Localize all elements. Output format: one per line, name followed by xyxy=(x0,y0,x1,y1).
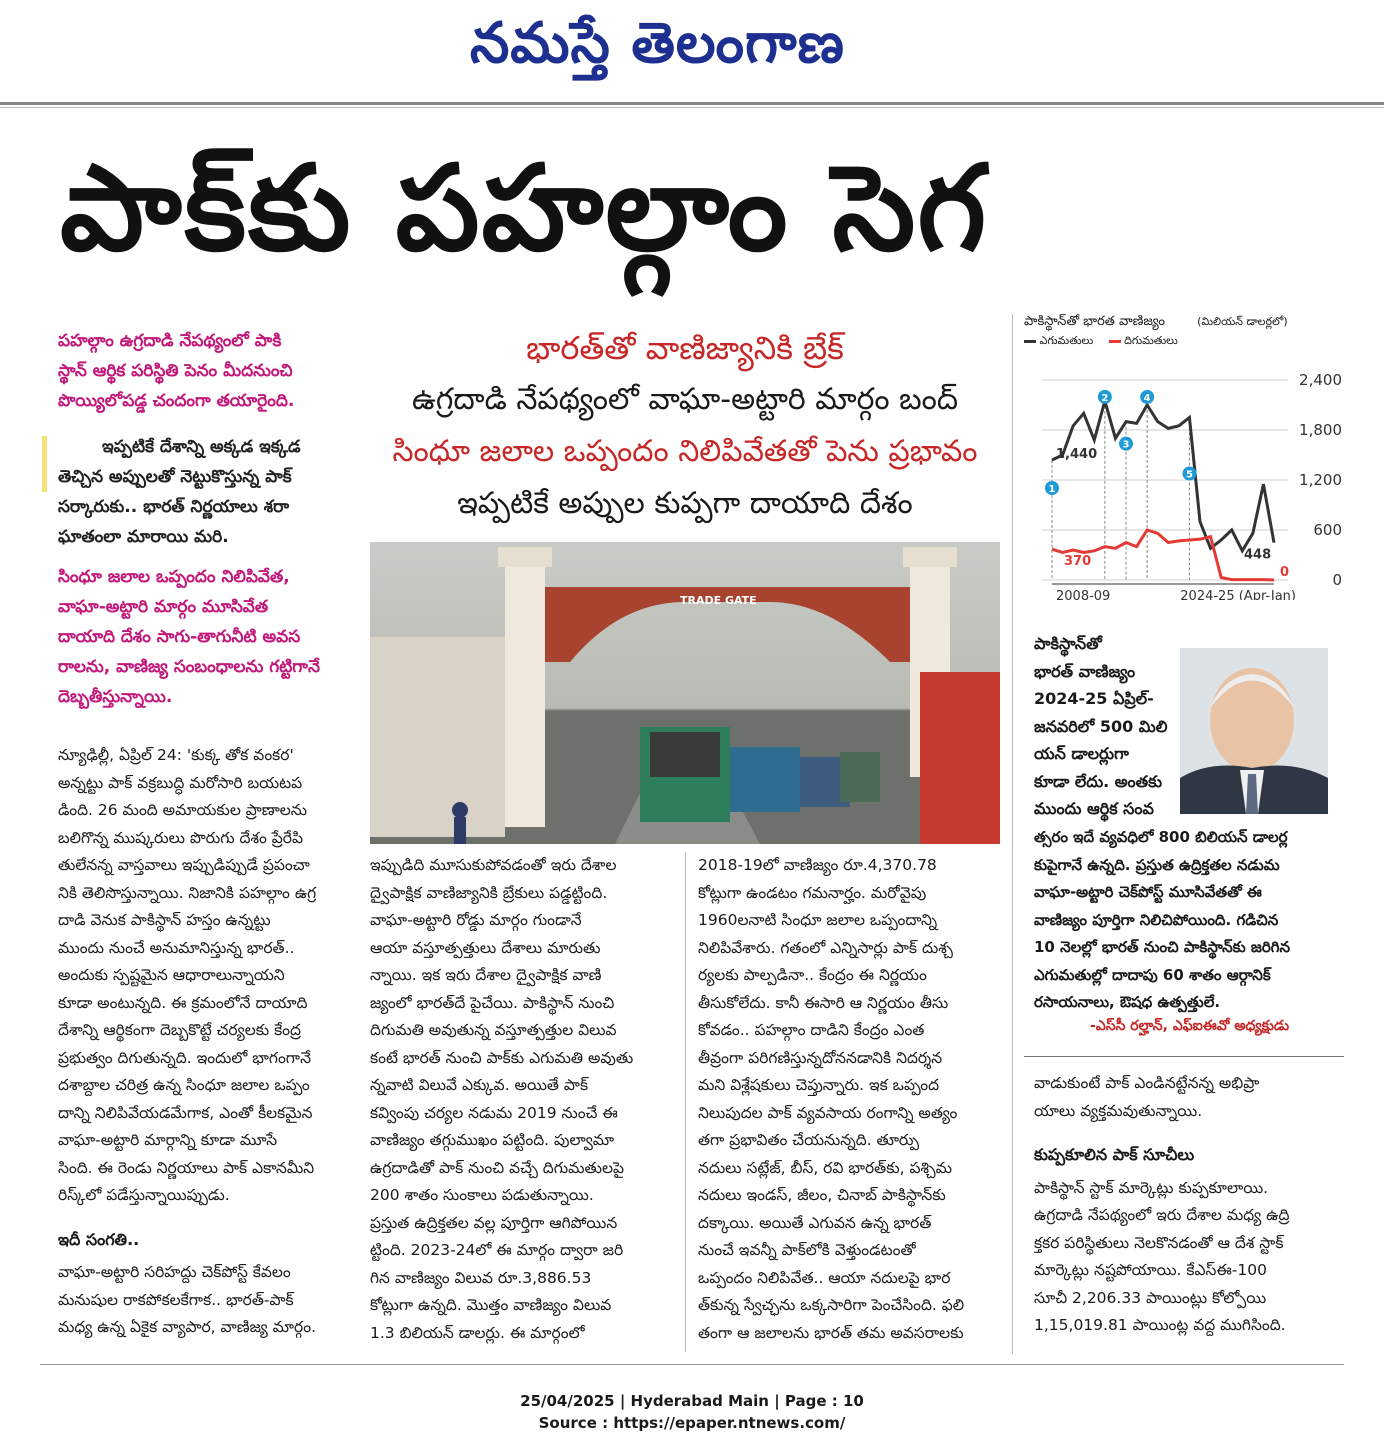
body-line: నికి తెలిసొస్తున్నాయి. నిజానికి పహల్గాం ఉగ్ర xyxy=(58,883,317,902)
body-line: కోట్లుగా ఉన్నది. మొత్తం వాణిజ్యం విలువ xyxy=(370,1296,612,1314)
portrait-illustration xyxy=(1180,648,1328,814)
quote-line: జనవరిలో 500 మిలి xyxy=(1034,716,1168,736)
body-line: ముందు నుంచే అనుమానిస్తున్న భారత్.. xyxy=(58,938,295,957)
body-line: మధ్య ఉన్న ఏకైక వ్యాపార, వాణిజ్య మార్గం. xyxy=(58,1318,317,1336)
body-line: క్తకర పరిస్థితులు నెలకొనడంతో ఆ దేశ స్టాక్ xyxy=(1034,1233,1284,1252)
footer-source: Source : https://epaper.ntnews.com/ xyxy=(538,1414,846,1432)
intro-blurb-2 xyxy=(58,432,348,552)
body-line: ఒప్పందం నిలిపివేత.. ఆయా నదులపై భార xyxy=(698,1268,951,1287)
body-line: వాడుకుంటే పాక్ ఎండినట్టేనన్న అభిప్రా xyxy=(1034,1074,1260,1092)
body-line: బలిగొన్న ముష్కరులు పొరుగు దేశం ప్రేరేపి xyxy=(58,828,304,847)
body-line: 200 శాతం సుంకాలు పడుతున్నాయి. xyxy=(370,1186,594,1204)
body-line: కోట్లుగా ఉండటం గమనార్హం. మరోవైపు xyxy=(698,883,927,902)
body-line: మని విశ్లేషకులు చెప్తున్నారు. ఇక ఒప్పంద xyxy=(698,1076,940,1094)
body-line: 1,15,019.81 పాయింట్ల వద్ద ముగిసింది. xyxy=(1034,1316,1286,1334)
page-bottom-rule xyxy=(40,1364,1344,1365)
label-export-start: 1,440 xyxy=(1056,447,1098,462)
body-line: వాఘా-అట్టారి సరిహద్దు చెక్‌పోస్ట్ కేవలం xyxy=(58,1263,291,1281)
column-divider xyxy=(685,852,686,1352)
quote-line: ముందు ఆర్థిక సంవ xyxy=(1034,799,1154,818)
intro-blurb-line: ఘాతంలా మారాయి మరి. xyxy=(58,527,229,547)
intro-blurb-3 xyxy=(58,562,348,712)
body-line: నిలుపుదల పాక్ వ్యవసాయ రంగాన్ని అత్యం xyxy=(698,1103,958,1122)
chart-unit: (మిలియన్ డాలర్లలో) xyxy=(1197,315,1288,328)
newspaper-logo: నమస్తే తెలంగాణ xyxy=(470,10,845,76)
quote-line: రసాయనాలు, ఔషధ ఉత్పత్తులే. xyxy=(1034,993,1221,1011)
legend-exports: ఎగుమతులు xyxy=(1039,334,1094,347)
body-line: ఉగ్రదాడి నేపథ్యంలో ఇరు దేశాల మధ్య ఉద్రి xyxy=(1034,1206,1290,1224)
chart-legend xyxy=(1024,334,1354,350)
trade-gate-photo xyxy=(370,542,1000,844)
intro-blurb-line: స్థాన్ ఆర్థిక పరిస్థితి పెనం మీదనుంచి xyxy=(58,361,293,381)
body-line: ఆయా వస్తూత్పత్తులు దేశాలు మారుతు xyxy=(370,938,601,957)
label-import-start: 370 xyxy=(1064,554,1092,570)
body-line: 1.3 బిలియన్ డాలర్లు. ఈ మార్గంలో xyxy=(370,1323,585,1342)
body-line: తీసుకోలేదు. కానీ ఈసారి ఆ నిర్ణయం తీసు xyxy=(698,993,949,1012)
body-line: సింది. ఈ రెండు నిర్ణయాలు పాక్ ఎకానమీని xyxy=(58,1158,315,1177)
accent-bar xyxy=(42,436,47,492)
legend-swatch-exports xyxy=(1024,340,1036,343)
photo-illustration xyxy=(370,542,1000,844)
article-column-3 xyxy=(698,852,998,1347)
quote-divider xyxy=(1024,1056,1344,1057)
body-line: ట్టింది. 2023-24లో ఈ మార్గం ద్వారా జరి xyxy=(370,1241,624,1259)
quote-line: ఎగుమతుల్లో దాదాపు 60 శాతం ఆర్గానిక్ xyxy=(1034,965,1271,984)
y-tick-label: 1,200 xyxy=(1299,471,1342,489)
marker-number: 1 xyxy=(1048,484,1056,495)
body-line: పాకిస్థాన్ స్టాక్ మార్కెట్లు కుప్పకూలాయి. xyxy=(1034,1178,1269,1197)
body-line: న్యూఢిల్లీ, ఏప్రిల్ 24: 'కుక్క తోక వంకర' xyxy=(58,746,294,764)
intro-blurb-line: సర్కారుకు.. భారత్ నిర్ణయాలు శరా xyxy=(58,497,290,517)
body-line: ద్వైపాక్షిక వాణిజ్యానికి బ్రేకులు పడ్డట్టింది. xyxy=(370,883,608,902)
trade-chart xyxy=(1024,314,1354,604)
deck-line-2: ఉగ్రదాడి నేపథ్యంలో వాఘా-అట్టారి మార్గం బంద్ xyxy=(411,382,959,417)
body-line: న్నవాటి విలువే ఎక్కువ. అయితే పాక్ xyxy=(370,1076,589,1094)
body-line: తీవ్రంగా పరిగణిస్తున్నదోననడానికి నిదర్శన xyxy=(698,1048,943,1067)
portrait-photo xyxy=(1180,648,1328,814)
body-line: దక్కాయి. అయితే ఎగువన ఉన్న భారత్ xyxy=(698,1213,932,1232)
body-line: మార్కెట్లు నష్టపోయాయి. కేఎస్ఈ-100 xyxy=(1034,1261,1267,1279)
quote-line: భారత్ వాణిజ్యం xyxy=(1034,661,1136,681)
label-export-end: 448 xyxy=(1244,547,1272,563)
quote-attribution: -ఎస్‌సీ రల్హాన్, ఎఫ్ఐఈవో అధ్యక్షుడు xyxy=(1090,1018,1290,1034)
column-divider xyxy=(1012,314,1013,1354)
x-tick-label: 2024-25 (Apr-Jan) xyxy=(1180,589,1296,600)
intro-blurb-line: రాలను, వాణిజ్య సంబంధాలను గట్టిగానే xyxy=(58,657,320,677)
marker-number: 3 xyxy=(1122,439,1130,451)
body-line: ప్రస్తుత ఉద్రిక్తతల వల్ల పూర్తిగా ఆగిపోయిన xyxy=(370,1213,618,1232)
intro-blurb-line: సింధూ జలాల ఒప్పందం నిలిపివేత, xyxy=(58,567,290,587)
quote-line: 10 నెలల్లో భారత్ నుంచి పాకిస్థాన్‌కు జరిగిన xyxy=(1034,938,1291,956)
masthead xyxy=(0,0,1384,100)
quote-line: త్సరం ఇదే వ్యవధిలో 800 బిలియన్ డాలర్ల xyxy=(1034,828,1288,846)
deck-line-4: ఇప్పటికే అప్పుల కుప్పగా దాయాది దేశం xyxy=(457,486,913,521)
quote-short-lines xyxy=(1034,630,1180,823)
body-line: ఉగ్రదాడితో పాక్ నుంచి వచ్చే దిగుమతులపై xyxy=(370,1158,624,1177)
body-line: ఇప్పుడిది మూసుకుపోవడంతో ఇరు దేశాల xyxy=(370,856,617,874)
body-line: మనుషుల రాకపోకలకేగాక.. భారత్-పాక్ xyxy=(58,1290,294,1309)
quote-line: కుపైగానే ఉన్నది. ప్రస్తుత ఉద్రిక్తతల నడుమ xyxy=(1034,855,1280,874)
gate-sign-text: TRADE GATE xyxy=(680,594,757,607)
body-line: కోవడం.. పహల్గాం దాడిని కేంద్రం ఎంత xyxy=(698,1021,925,1039)
spacer xyxy=(1034,1125,1344,1141)
body-line: అందుకు స్పష్టమైన ఆధారాలున్నాయని xyxy=(58,966,285,984)
footer-dateline: 25/04/2025 | Hyderabad Main | Page : 10 xyxy=(520,1392,864,1410)
article-column-2 xyxy=(370,852,670,1347)
body-line: న్నాయి. ఇక ఇరు దేశాల ద్వైపాక్షిక వాణి xyxy=(370,966,602,984)
body-line: త్‌కున్న స్వేచ్ఛను ఒక్కసారిగా పెంచేసింది. ఫలి xyxy=(698,1296,965,1314)
body-line: రిస్క్‌లో పడేస్తున్నాయిప్పుడు. xyxy=(58,1186,230,1204)
quote-line: వాఘా-అట్టారి చెక్‌పోస్ట్ మూసివేతతో ఈ xyxy=(1034,883,1262,901)
body-line: నదులు సట్లేజ్, బీస్, రవి భారత్‌కు, పశ్చిమ xyxy=(698,1158,952,1177)
article-column-4 xyxy=(1034,1070,1344,1340)
intro-blurb-line: దెబ్బతీస్తున్నాయి. xyxy=(58,687,173,707)
marker-number: 4 xyxy=(1143,393,1151,404)
body-line: వాణిజ్యం తగ్గుముఖం పట్టింది. పుల్వామా xyxy=(370,1131,615,1149)
body-line: ర్యలకు పాల్పడినా.. కేంద్రం ఈ నిర్ణయం xyxy=(698,966,927,984)
body-line: 1960లనాటి సింధూ జలాల ఒప్పందాన్ని xyxy=(698,911,938,929)
body-line: కూడా అంటున్నది. ఈ క్రమంలోనే దాయాది xyxy=(58,993,308,1012)
body-line: తగా ప్రభావితం చేయనున్నది. తూర్పు xyxy=(698,1131,920,1149)
quote-line: కూడా లేదు. అంతకు xyxy=(1034,771,1163,791)
article-column-1 xyxy=(58,742,348,1342)
main-headline: పాక్‌కు పహల్గాం సెగ xyxy=(60,139,989,277)
body-line: అన్నట్టు పాక్ వక్రబుద్ధి మరోసారి బయటప xyxy=(58,773,303,792)
section-subhead: ఇదీ సంగతి.. xyxy=(58,1229,140,1249)
y-tick-label: 600 xyxy=(1313,521,1342,539)
page-footer xyxy=(0,1390,1384,1434)
body-line: గిన వాణిజ్యం విలువ రూ.3,886.53 xyxy=(370,1268,592,1287)
intro-blurb-line: తెచ్చిన అప్పులతో నెట్టుకొస్తున్న పాక్ xyxy=(58,467,292,487)
chart-plot xyxy=(1024,350,1354,600)
body-line: తులేనన్న వాస్తవాలు ఇప్పుడిప్పుడే ప్రపంచా xyxy=(58,856,310,874)
body-line: డింది. 26 మంది అమాయకుల ప్రాణాలను xyxy=(58,801,308,819)
quote-line: వాణిజ్యం పూర్తిగా నిలిచిపోయింది. గడిచిన xyxy=(1034,910,1279,929)
y-tick-label: 2,400 xyxy=(1299,371,1342,389)
body-line: ప్రభుత్వం దిగుతున్నది. ఇందులో భాగంగానే xyxy=(58,1048,311,1067)
body-line: వాఘా-అట్టారి రోడ్డు మార్గం గుండానే xyxy=(370,911,582,929)
body-line: కంటే భారత్ నుంచి పాక్‌కు ఎగుమతి అవుతు xyxy=(370,1048,634,1067)
intro-blurb-line: పొయ్యిలోపడ్డ చందంగా తయారైంది. xyxy=(58,391,295,411)
body-line: దాడి వెనుక పాకిస్థాన్ హస్తం ఉన్నట్టు xyxy=(58,911,271,929)
y-tick-label: 1,800 xyxy=(1299,421,1342,439)
body-line: సూచీ 2,206.33 పాయింట్లు కోల్పోయి xyxy=(1034,1288,1267,1307)
body-line: దేశాన్ని ఆర్థికంగా దెబ్బకొట్టే చర్యలకు కేంద్ర xyxy=(58,1021,301,1039)
quote-line: పాకిస్థాన్‌తో xyxy=(1034,634,1102,653)
intro-blurb-line: దాయాది దేశం సాగు-తాగునీటి అవస xyxy=(58,627,301,647)
deck-line-1: భారత్‌తో వాణిజ్యానికి బ్రేక్ xyxy=(526,329,844,367)
legend-imports: దిగుమతులు xyxy=(1124,334,1178,347)
section-subhead: కుప్పకూలిన పాక్ సూచీలు xyxy=(1034,1145,1195,1164)
intro-blurb-line: పహల్గాం ఉగ్రదాడి నేపథ్యంలో పాకి xyxy=(58,331,282,351)
marker-number: 2 xyxy=(1101,392,1109,404)
body-line: 2018-19లో వాణిజ్యం రూ.4,370.78 xyxy=(698,856,937,874)
intro-blurb-1 xyxy=(58,326,348,416)
body-line: నుంచే ఇవన్నీ పాక్‌లోకి వెళ్తుండటంతో xyxy=(698,1241,916,1259)
x-tick-label: 2008-09 xyxy=(1056,589,1111,600)
quote-long-lines xyxy=(1034,824,1344,1017)
exports-line xyxy=(1052,401,1274,551)
body-line: వాఘా-అట్టారి మార్గాన్ని కూడా మూసే xyxy=(58,1131,278,1149)
quote-line: యన్ డాలర్లుగా xyxy=(1034,744,1129,763)
intro-blurb-line: ఇప్పటికే దేశాన్ని అక్కడ ఇక్కడ xyxy=(102,437,301,457)
body-line: యాలు వ్యక్తమవుతున్నాయి. xyxy=(1034,1101,1203,1120)
body-line: దాన్ని నిలిపివేయడమేగాక, ఎంతో కీలకమైన xyxy=(58,1103,313,1122)
marker-number: 5 xyxy=(1185,469,1193,481)
masthead-rule xyxy=(0,102,1384,105)
body-line: నదులు ఇండస్, జీలం, చినాబ్ పాకిస్థాన్‌కు xyxy=(698,1186,946,1204)
body-line: కవ్వింపు చర్యల నడుమ 2019 నుంచే ఈ xyxy=(370,1103,618,1122)
body-line: దిగుమతి అవుతున్న వస్తూత్పత్తుల విలువ xyxy=(370,1021,617,1039)
body-line: జ్యంలో భారత్‌దే పైచేయి. పాకిస్థాన్ నుంచి xyxy=(370,993,615,1012)
label-import-end: 0 xyxy=(1280,565,1290,580)
chart-title-row xyxy=(1024,314,1354,332)
body-line: దశాబ్దాల చరిత్ర ఉన్న సింధూ జలాల ఒప్పం xyxy=(58,1076,310,1094)
body-line: తంగా ఆ జలాలను భారత్ తమ అవసరాలకు xyxy=(698,1323,964,1342)
quote-line: 2024-25 ఏప్రిల్- xyxy=(1034,689,1154,708)
spacer xyxy=(58,1210,348,1226)
masthead-rule-thin xyxy=(0,107,1384,108)
legend-swatch-imports xyxy=(1109,340,1121,343)
body-line: నిలిపివేశారు. గతంలో ఎన్నిసార్లు పాక్ దుశ్చ xyxy=(698,938,953,957)
intro-blurb-line: వాఘా-అట్టారి మార్గం మూసివేత xyxy=(58,597,269,617)
chart-title: పాకిస్థాన్‌తో భారత వాణిజ్యం xyxy=(1024,314,1165,329)
y-tick-label: 0 xyxy=(1332,571,1342,589)
deck-line-3: సింధూ జలాల ఒప్పందం నిలిపివేతతో పెను ప్రభావం xyxy=(392,434,978,469)
